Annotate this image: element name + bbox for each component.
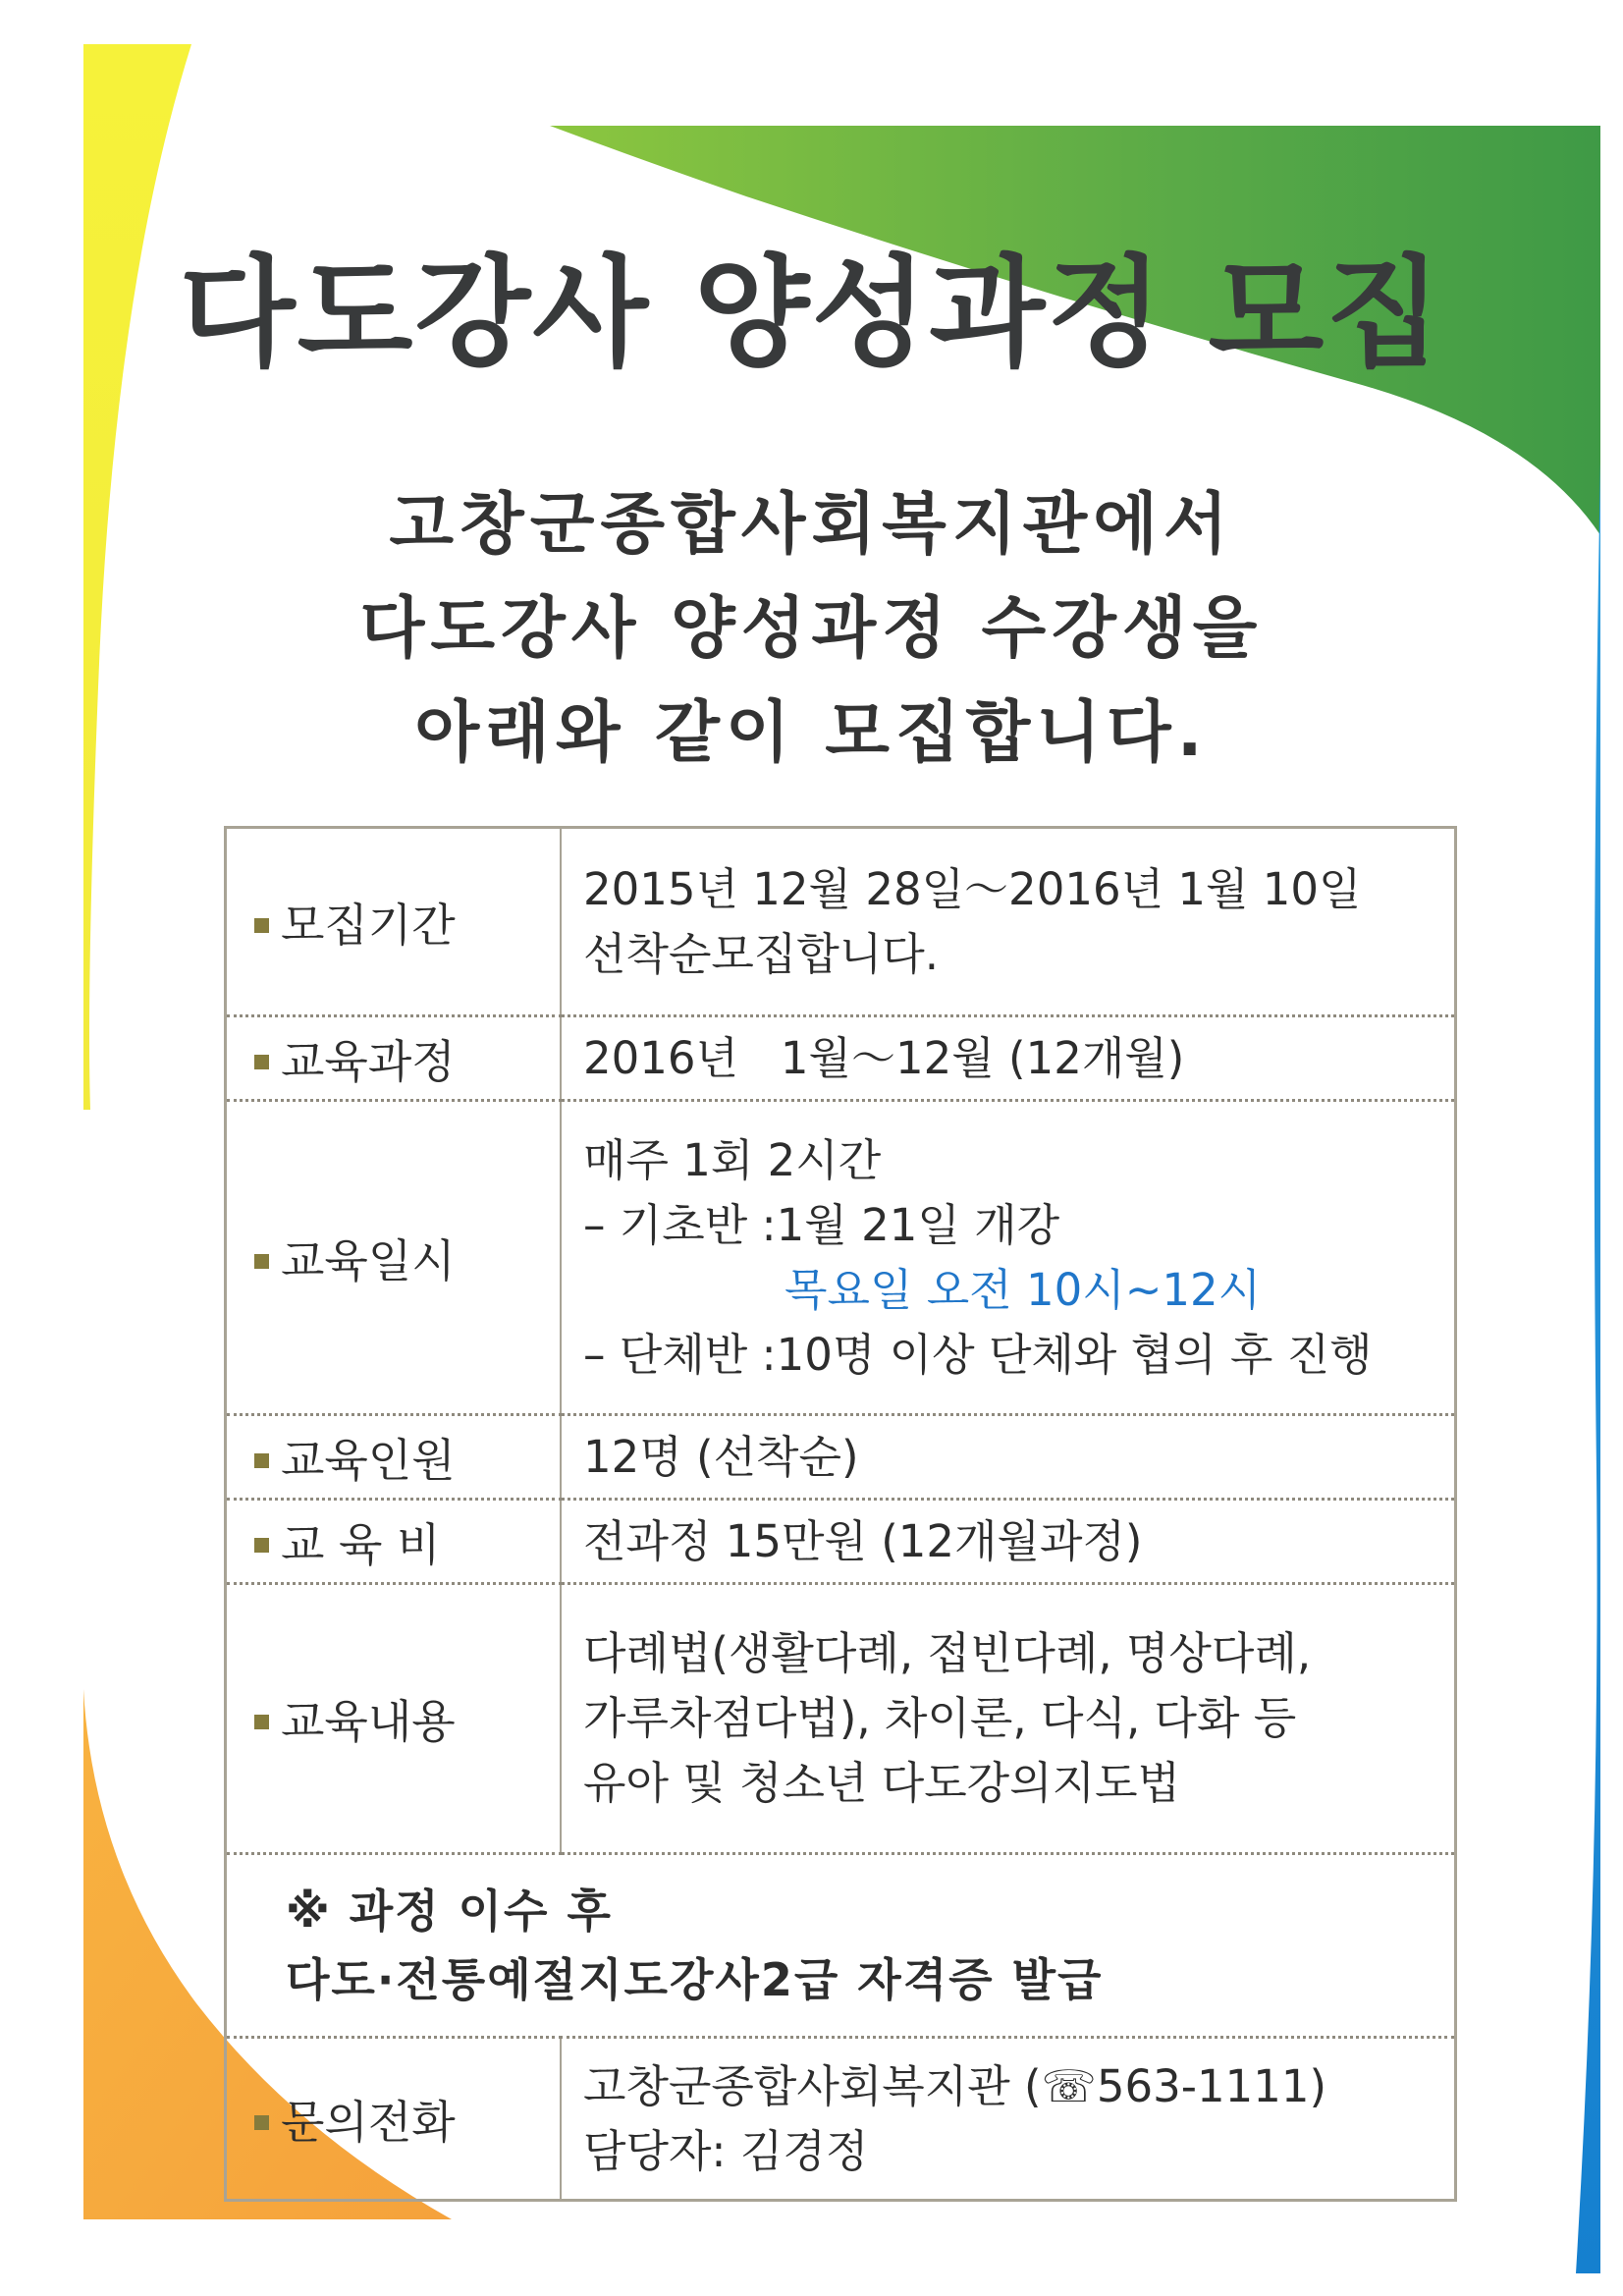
row-label: 모집기간 bbox=[281, 898, 456, 952]
table-row-fee bbox=[226, 1500, 1456, 1584]
value-cell bbox=[561, 2038, 1456, 2201]
label-cell bbox=[226, 1016, 562, 1101]
value-line: 다례법(생활다례, 접빈다례, 명상다례, bbox=[583, 1627, 1312, 1679]
square-bullet-icon bbox=[254, 1715, 269, 1729]
value-line: 유아 및 청소년 다도강의지도법 bbox=[583, 1757, 1181, 1809]
row-label: 교육일시 bbox=[281, 1233, 456, 1287]
value-line: 2016년 1월～12월 (12개월) bbox=[583, 1031, 1185, 1084]
table-row-content bbox=[226, 1584, 1456, 1854]
value-line: – 단체반 :10명 이상 단체와 협의 후 진행 bbox=[583, 1328, 1373, 1381]
row-label: 교육인원 bbox=[281, 1433, 456, 1487]
table-row-notice bbox=[226, 1854, 1456, 2038]
row-label: 교육과정 bbox=[281, 1034, 456, 1088]
square-bullet-icon bbox=[254, 1055, 269, 1069]
label-cell bbox=[226, 2038, 562, 2201]
intro-text bbox=[0, 473, 1623, 786]
notice-line: 다도·전통예절지도강사2급 자격증 발급 bbox=[286, 1953, 1104, 2006]
label-cell bbox=[226, 1415, 562, 1500]
value-cell bbox=[561, 1584, 1456, 1854]
row-label: 교 육 비 bbox=[281, 1517, 441, 1571]
table-row-contact bbox=[226, 2038, 1456, 2201]
label-cell bbox=[226, 828, 562, 1016]
row-label: 문의전화 bbox=[281, 2095, 456, 2149]
info-table bbox=[224, 826, 1457, 2202]
label-cell bbox=[226, 1584, 562, 1854]
value-cell bbox=[561, 1500, 1456, 1584]
notice-line: ※ 과정 이수 후 bbox=[286, 1885, 613, 1938]
intro-line: 다도강사 양성과정 수강생을 bbox=[359, 590, 1264, 668]
value-cell bbox=[561, 828, 1456, 1016]
value-line: 가루차점다법), 차이론, 다식, 다화 등 bbox=[583, 1692, 1297, 1744]
value-line: 매주 1회 2시간 bbox=[583, 1133, 882, 1186]
value-line-highlight: 목요일 오전 10시~12시 bbox=[784, 1263, 1262, 1316]
table-row-schedule bbox=[226, 1101, 1456, 1415]
square-bullet-icon bbox=[254, 918, 269, 933]
row-label: 교육내용 bbox=[281, 1695, 456, 1748]
square-bullet-icon bbox=[254, 2115, 269, 2130]
table-row-capacity bbox=[226, 1415, 1456, 1500]
intro-line: 고창군종합사회복지관에서 bbox=[389, 486, 1234, 564]
value-cell bbox=[561, 1016, 1456, 1101]
value-line: 고창군종합사회복지관 (☏563-1111) bbox=[583, 2059, 1327, 2112]
page-title: 다도강사 양성과정 모집 bbox=[179, 244, 1444, 383]
value-line: 선착순모집합니다. bbox=[583, 927, 940, 980]
value-cell bbox=[561, 1101, 1456, 1415]
value-line: 전과정 15만원 (12개월과정) bbox=[583, 1514, 1143, 1567]
value-line: 담당자: 김경정 bbox=[583, 2124, 869, 2177]
value-line: 12명 (선착순) bbox=[583, 1430, 859, 1483]
table-row-course bbox=[226, 1016, 1456, 1101]
label-cell bbox=[226, 1101, 562, 1415]
value-cell bbox=[561, 1415, 1456, 1500]
intro-line: 아래와 같이 모집합니다. bbox=[414, 694, 1209, 772]
notice-cell bbox=[226, 1854, 1456, 2038]
square-bullet-icon bbox=[254, 1453, 269, 1468]
square-bullet-icon bbox=[254, 1538, 269, 1553]
square-bullet-icon bbox=[254, 1254, 269, 1269]
value-line: 2015년 12월 28일～2016년 1월 10일 bbox=[583, 862, 1362, 915]
value-line: – 기초반 :1월 21일 개강 bbox=[583, 1198, 1060, 1251]
label-cell bbox=[226, 1500, 562, 1584]
table-row-recruit-period bbox=[226, 828, 1456, 1016]
